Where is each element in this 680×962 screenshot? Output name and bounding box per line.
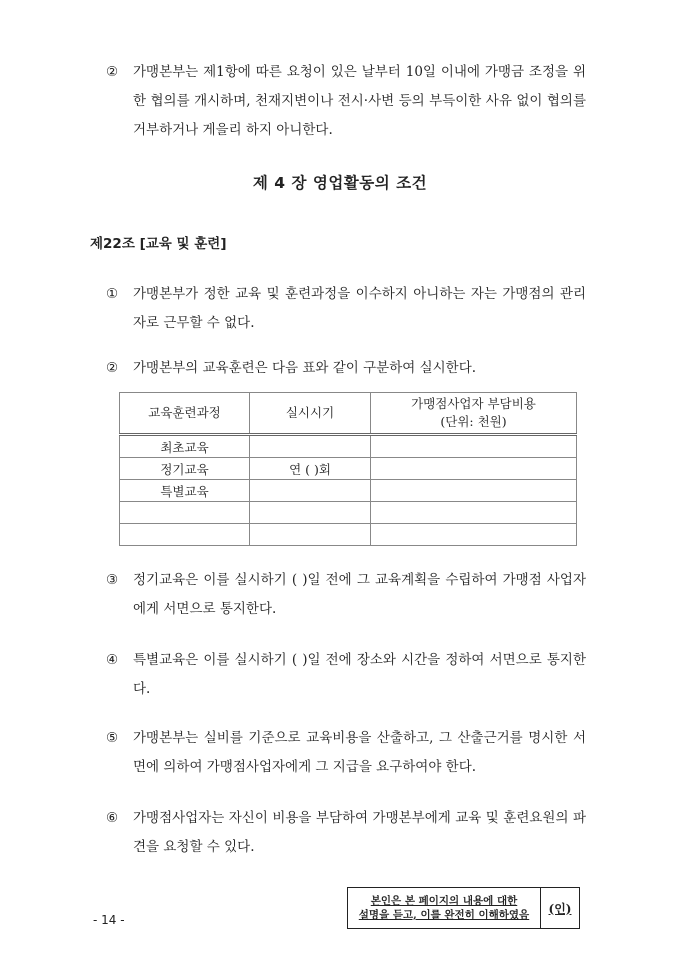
paragraph-line: 가맹본부가 정한 교육 및 훈련과정을 이수하지 아니하는 자는 가맹점의 bbox=[133, 286, 560, 302]
paragraph-5 bbox=[106, 724, 586, 782]
table-cell bbox=[250, 480, 371, 502]
header-cost bbox=[371, 393, 577, 435]
table-cell bbox=[120, 502, 250, 524]
article-title: 제22조 [교육 및 훈련] bbox=[90, 236, 227, 252]
header-course: 교육훈련과정 bbox=[120, 393, 250, 435]
table-cell bbox=[371, 480, 577, 502]
table-row bbox=[120, 480, 577, 502]
table-row bbox=[120, 435, 577, 458]
table-cell bbox=[371, 435, 577, 458]
table-cell bbox=[250, 524, 371, 546]
paragraph-number: ④ bbox=[106, 652, 119, 668]
table-cell: 정기교육 bbox=[120, 458, 250, 480]
paragraph-line: 파견을 요청할 수 있다. bbox=[133, 810, 586, 855]
table-row bbox=[120, 524, 577, 546]
paragraph-line: 가맹본부는 실비를 기준으로 교육비용을 산출하고, 그 산출근거를 명시한 bbox=[133, 730, 573, 746]
seal-mark: (인) bbox=[548, 901, 572, 916]
paragraph-4 bbox=[106, 646, 586, 704]
table-cell bbox=[250, 435, 371, 458]
table-cell bbox=[120, 524, 250, 546]
paragraph-2 bbox=[106, 354, 586, 383]
header-timing: 실시시기 bbox=[250, 393, 371, 435]
paragraph-6 bbox=[106, 804, 586, 862]
paragraph-line: 특별교육은 이를 실시하기 ( )일 전에 장소와 시간을 정하여 서면으로 bbox=[133, 652, 547, 668]
table-cell bbox=[371, 502, 577, 524]
paragraph-1 bbox=[106, 280, 586, 338]
paragraph-number: ② bbox=[106, 360, 119, 376]
paragraph-line: 협의를 거부하거나 게을리 하지 아니한다. bbox=[133, 93, 586, 138]
paragraph-line: 가맹본부의 교육훈련은 다음 표와 같이 구분하여 실시한다. bbox=[133, 360, 477, 376]
paragraph-3 bbox=[106, 566, 586, 624]
table-row bbox=[120, 502, 577, 524]
table-cell: 연 ( )회 bbox=[250, 458, 371, 480]
table-cell bbox=[371, 524, 577, 546]
paragraph-line: 사업자에게 서면으로 통지한다. bbox=[133, 572, 586, 617]
paragraph-number: ③ bbox=[106, 572, 119, 588]
paragraph-line: 정기교육은 이를 실시하기 ( )일 전에 그 교육계획을 수립하여 가맹점 bbox=[133, 572, 547, 588]
table-cell: 최초교육 bbox=[120, 435, 250, 458]
table-cell: 특별교육 bbox=[120, 480, 250, 502]
paragraph-line: 가맹점사업자는 자신이 비용을 부담하여 가맹본부에게 교육 및 훈련요원의 bbox=[133, 810, 573, 826]
paragraph-number: ② bbox=[106, 64, 119, 80]
confirmation-box bbox=[347, 887, 580, 929]
paragraph-line: 위한 협의를 개시하며, 천재지변이나 전시·사변 등의 부득이한 사유 없이 bbox=[133, 64, 586, 109]
paragraph-line: 가맹본부는 제1항에 따른 요청이 있은 날부터 10일 이내에 가맹금 조정을 bbox=[133, 64, 573, 80]
paragraph-number: ① bbox=[106, 286, 119, 302]
header-cost-title: 가맹점사업자 부담비용 bbox=[411, 396, 536, 411]
chapter-title: 제 4 장 영업활동의 조건 bbox=[252, 174, 428, 192]
confirmation-line-1: 본인은 본 페이지의 내용에 대한 bbox=[370, 895, 518, 907]
header-cost-unit: (단위: 천원) bbox=[440, 414, 507, 429]
paragraph-2-prev bbox=[106, 58, 586, 145]
table-cell bbox=[371, 458, 577, 480]
confirmation-line-2: 설명을 듣고, 이를 완전히 이해하였음 bbox=[358, 909, 530, 921]
paragraph-number: ⑥ bbox=[106, 810, 119, 826]
education-table bbox=[119, 392, 577, 546]
table-header-row bbox=[120, 393, 577, 435]
paragraph-line: 관리자로 근무할 수 없다. bbox=[133, 286, 586, 331]
page-number: - 14 - bbox=[93, 913, 125, 927]
table-row bbox=[120, 458, 577, 480]
paragraph-line: 통지한다. bbox=[133, 652, 586, 697]
paragraph-number: ⑤ bbox=[106, 730, 119, 746]
table-cell bbox=[250, 502, 371, 524]
confirmation-statement bbox=[348, 888, 541, 928]
paragraph-line: 서면에 의하여 가맹점사업자에게 그 지급을 요구하여야 한다. bbox=[133, 730, 586, 775]
